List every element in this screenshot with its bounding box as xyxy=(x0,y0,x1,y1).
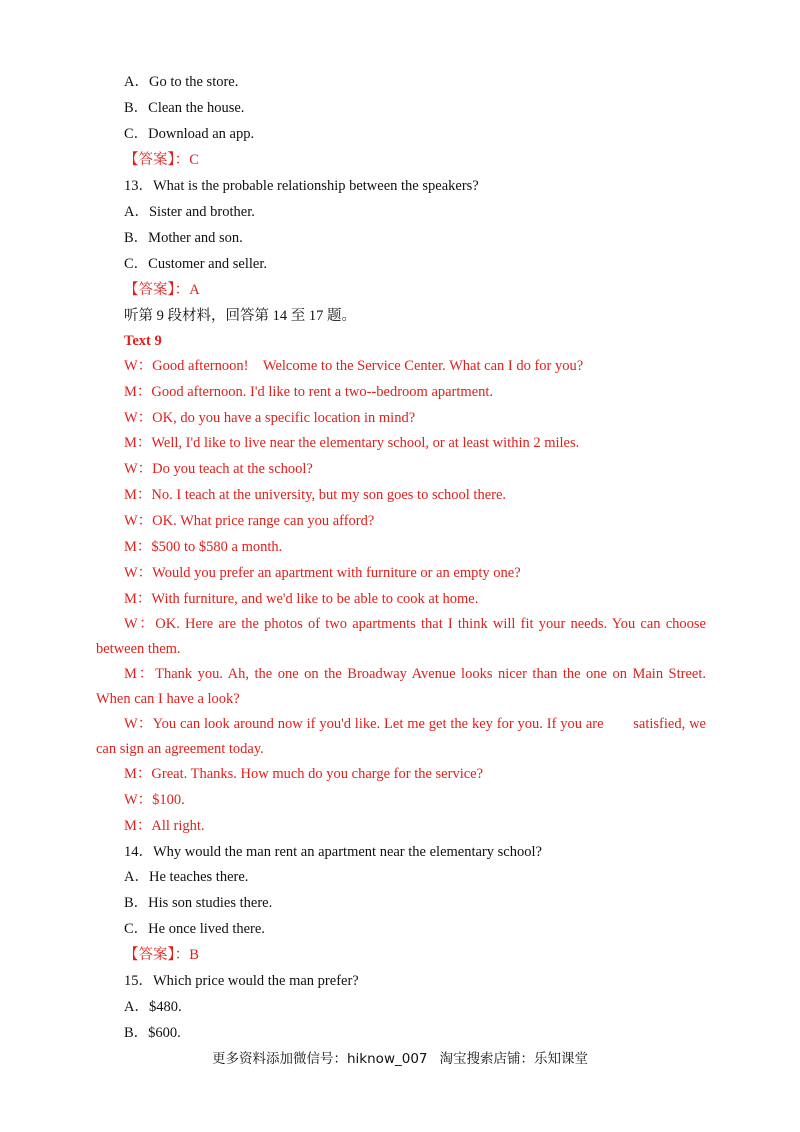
dialogue-line: M：Well, I'd like to live near the elementary school, or at least within 2 miles. xyxy=(124,435,580,451)
page-footer xyxy=(0,1047,800,1067)
q13-answer: 【答案】：A xyxy=(124,282,200,298)
dialogue-line: M：No. I teach at the university, but my son goes to school there. xyxy=(124,487,507,503)
dialogue-paragraph: M：Thank you. Ah, the one on the Broadway Avenue looks nicer than the one on Main Street. When can I have a look? xyxy=(96,666,706,707)
q14-option-c: C．He once lived there. xyxy=(124,921,265,937)
q15-option-a: A．$480. xyxy=(124,999,182,1015)
q12-option-c: C．Download an app. xyxy=(124,126,255,142)
text9-title: Text 9 xyxy=(124,333,162,349)
q13-option-a: A．Sister and brother. xyxy=(124,204,255,220)
dialogue-paragraph: W：OK. Here are the photos of two apartments that I think will fit your needs. You can choose between them. xyxy=(96,616,706,657)
dialogue-line: M：$500 to $580 a month. xyxy=(124,539,283,555)
dialogue-line: M：Great. Thanks. How much do you charge for the service? xyxy=(124,766,484,782)
q14-option-a: A．He teaches there. xyxy=(124,869,249,885)
section-instruction: 听第 9 段材料，回答第 14 至 17 题。 xyxy=(124,308,356,324)
q15-stem: 15．Which price would the man prefer? xyxy=(124,973,359,989)
q12-answer: 【答案】：C xyxy=(124,152,199,168)
dialogue-paragraph: W：You can look around now if you'd like. Let me get the key for you. If you are satisfied, we can sign an agreement today. xyxy=(96,716,706,757)
q12-option-b: B．Clean the house. xyxy=(124,100,245,116)
dialogue-line: M：Good afternoon. I'd like to rent a two--bedroom apartment. xyxy=(124,384,494,400)
q13-option-b: B．Mother and son. xyxy=(124,230,243,246)
dialogue-line: M：All right. xyxy=(124,818,205,834)
q14-stem: 14．Why would the man rent an apartment near the elementary school? xyxy=(124,844,542,860)
footer-wechat: 更多资料添加微信号：hiknow_007 xyxy=(212,1051,428,1067)
footer-shop: 淘宝搜索店铺：乐知课堂 xyxy=(439,1051,588,1067)
dialogue-line: W：OK, do you have a specific location in mind? xyxy=(124,410,416,426)
dialogue-line: W：Do you teach at the school? xyxy=(124,461,313,477)
dialogue-line: W：Would you prefer an apartment with furniture or an empty one? xyxy=(124,565,521,581)
dialogue-line: W：Good afternoon! Welcome to the Service Center. What can I do for you? xyxy=(124,358,584,374)
dialogue-line: M：With furniture, and we'd like to be able to cook at home. xyxy=(124,591,479,607)
q12-option-a: A．Go to the store. xyxy=(124,74,239,90)
dialogue-line: W：$100. xyxy=(124,792,185,808)
q14-answer: 【答案】：B xyxy=(124,947,199,963)
q15-option-b: B．$600. xyxy=(124,1025,181,1041)
dialogue-line: W：OK. What price range can you afford? xyxy=(124,513,375,529)
q13-option-c: C．Customer and seller. xyxy=(124,256,267,272)
q13-stem: 13．What is the probable relationship between the speakers? xyxy=(124,178,479,194)
q14-option-b: B．His son studies there. xyxy=(124,895,273,911)
